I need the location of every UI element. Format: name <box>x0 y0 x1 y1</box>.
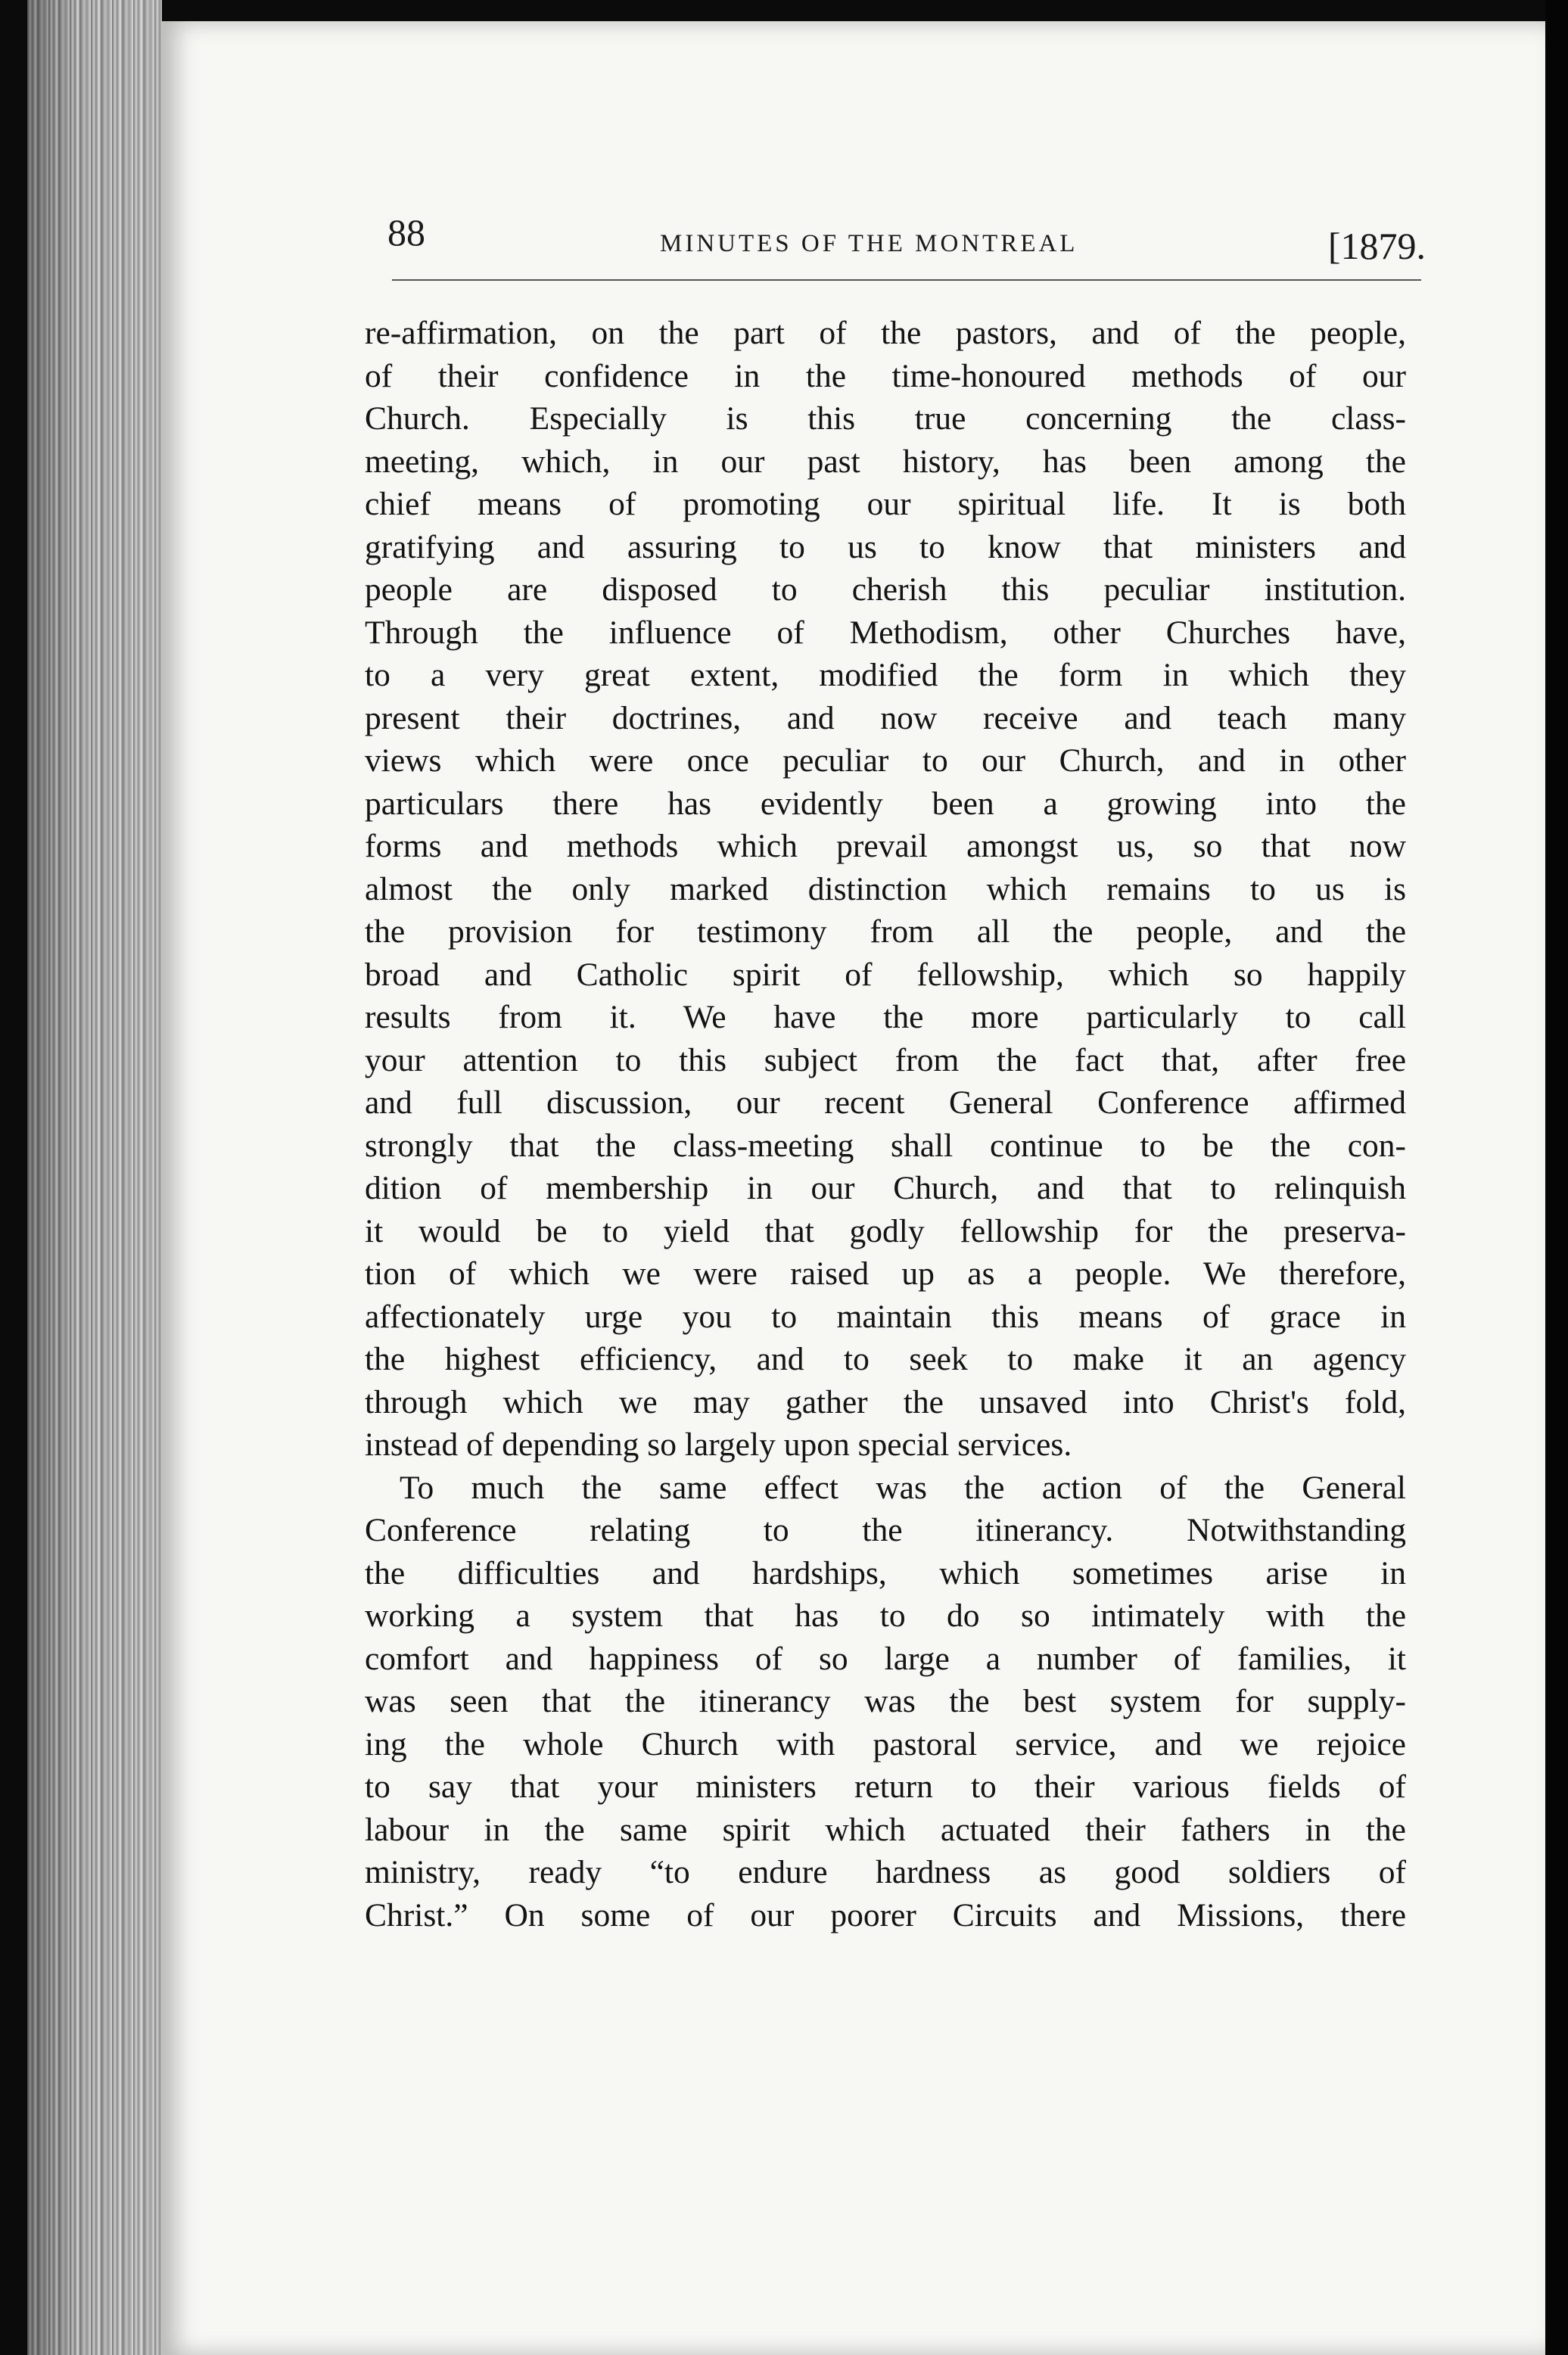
text-line: present their doctrines, and now receive and teach many <box>365 699 1406 736</box>
body-text <box>365 312 1406 1937</box>
text-line: of their confidence in the time-honoured methods of our <box>365 357 1406 394</box>
text-line: the highest efficiency, and to seek to make it an agency <box>365 1341 1406 1377</box>
text-line: working a system that has to do so intimately with the <box>365 1597 1406 1634</box>
header-rule <box>392 279 1421 281</box>
text-line: Christ.” On some of our poorer Circuits and Missions, there <box>365 1896 1406 1933</box>
text-line: meeting, which, in our past history, has been among the <box>365 443 1406 480</box>
text-line: affectionately urge you to maintain this means of grace in <box>365 1298 1406 1335</box>
text-line: the provision for testimony from all the people, and the <box>365 913 1406 950</box>
text-line: to say that your ministers return to their various fields of <box>365 1769 1406 1805</box>
text-line: views which were once peculiar to our Church, and in other <box>365 742 1406 779</box>
header-year: [1879. <box>1327 225 1426 267</box>
text-line: broad and Catholic spirit of fellowship, which so happily <box>365 956 1406 993</box>
text-line: comfort and happiness of so large a number of families, it <box>365 1640 1406 1677</box>
text-line: through which we may gather the unsaved into Christ's fold, <box>365 1383 1406 1420</box>
text-line: Conference relating to the itinerancy. Notwithstanding <box>365 1512 1406 1548</box>
text-line: tion of which we were raised up as a people. We therefore, <box>365 1255 1406 1292</box>
text-line: your attention to this subject from the fact that, after free <box>365 1041 1406 1078</box>
text-line: instead of depending so largely upon special services. <box>365 1426 1072 1463</box>
text-line: ministry, ready “to endure hardness as good soldiers of <box>365 1854 1406 1890</box>
text-line: the difficulties and hardships, which sometimes arise in <box>365 1554 1406 1591</box>
text-line: re-affirmation, on the part of the pastors, and of the people, <box>365 315 1406 351</box>
text-line: to a very great extent, modified the form in which they <box>365 657 1406 693</box>
text-line: almost the only marked distinction which remains to us is <box>365 870 1406 907</box>
text-line: it would be to yield that godly fellowship for the preserva- <box>365 1212 1406 1249</box>
text-line: people are disposed to cherish this peculiar institution. <box>365 571 1406 608</box>
scan-border <box>1545 0 1568 2355</box>
text-line: dition of membership in our Church, and that to relinquish <box>365 1170 1406 1206</box>
text-line: labour in the same spirit which actuated their fathers in the <box>365 1811 1406 1848</box>
running-title: MINUTES OF THE MONTREAL <box>660 230 1078 257</box>
text-line: forms and methods which prevail amongst us, so that now <box>365 828 1406 864</box>
text-line: strongly that the class-meeting shall continue to be the con- <box>365 1127 1406 1164</box>
page-header <box>387 203 1426 278</box>
text-line: Through the influence of Methodism, other Churches have, <box>365 614 1406 651</box>
text-line: Church. Especially is this true concerning the class- <box>365 400 1406 437</box>
text-line: ing the whole Church with pastoral service, and we rejoice <box>365 1725 1406 1762</box>
page-number: 88 <box>387 211 425 254</box>
text-line: was seen that the itinerancy was the best system for supply- <box>365 1683 1406 1719</box>
book-page-edges <box>27 0 162 2355</box>
text-line: To much the same effect was the action of the General <box>400 1469 1406 1506</box>
text-line: and full discussion, our recent General Conference affirmed <box>365 1084 1406 1121</box>
text-line: particulars there has evidently been a growing into the <box>365 785 1406 822</box>
text-line: gratifying and assuring to us to know that ministers and <box>365 528 1406 565</box>
text-line: results from it. We have the more particularly to call <box>365 999 1406 1035</box>
text-line: chief means of promoting our spiritual life. It is both <box>365 486 1406 522</box>
